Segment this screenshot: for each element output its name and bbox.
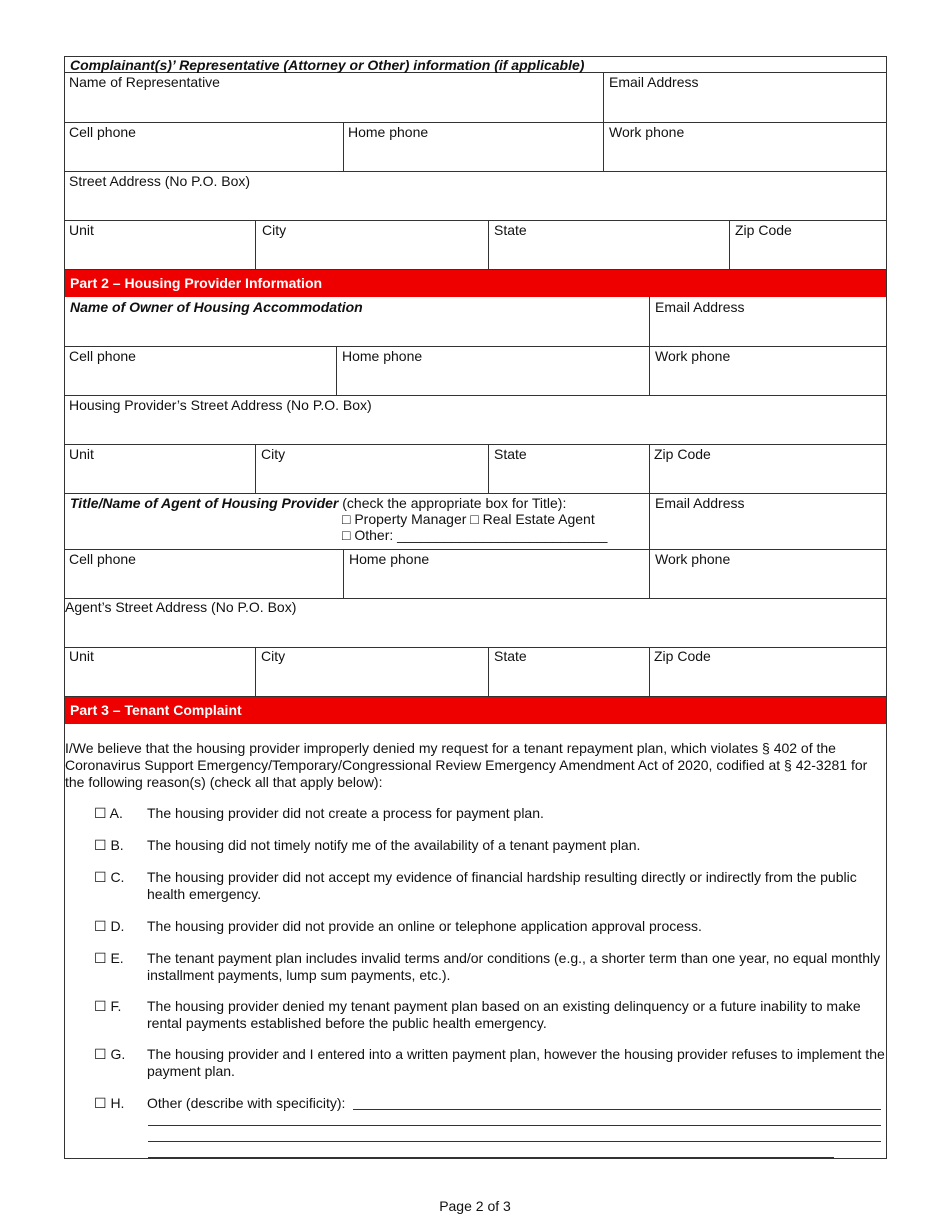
- divider: [649, 549, 650, 598]
- divider: [336, 346, 337, 396]
- checkbox-g[interactable]: ☐ G.: [94, 1046, 126, 1062]
- representative-home-label[interactable]: Home phone: [348, 124, 429, 140]
- agent-title-label[interactable]: [70, 495, 566, 511]
- representative-zip-label[interactable]: Zip Code: [735, 222, 792, 238]
- option-h-text: Other (describe with specificity):: [147, 1095, 346, 1111]
- agent-home-label[interactable]: Home phone: [349, 551, 430, 567]
- agent-work-label[interactable]: Work phone: [655, 551, 731, 567]
- representative-email-label[interactable]: Email Address: [609, 74, 699, 90]
- other-description-line[interactable]: [353, 1109, 881, 1110]
- owner-cell-label[interactable]: Cell phone: [69, 348, 136, 364]
- divider: [255, 220, 256, 270]
- agent-street-label[interactable]: Agent’s Street Address (No P.O. Box): [65, 599, 297, 615]
- agent-other-field[interactable]: □ Other: ___________________________: [342, 527, 608, 543]
- owner-unit-label[interactable]: Unit: [69, 446, 94, 462]
- owner-home-label[interactable]: Home phone: [342, 348, 423, 364]
- checkbox-h[interactable]: ☐ H.: [94, 1095, 125, 1111]
- option-e-text: The tenant payment plan includes invalid terms and/or conditions (e.g., a shorter term than one year, no equal monthly installment payments, lump sum payments, etc.).: [147, 950, 881, 983]
- checkbox-d[interactable]: ☐ D.: [94, 918, 125, 934]
- checkbox-e[interactable]: ☐ E.: [94, 950, 124, 966]
- owner-name-label[interactable]: Name of Owner of Housing Accommodation: [70, 299, 363, 315]
- divider: [488, 220, 489, 270]
- divider: [64, 220, 887, 221]
- agent-title-heading: Title/Name of Agent of Housing Provider: [70, 495, 339, 511]
- other-description-line[interactable]: [148, 1141, 881, 1142]
- divider: [649, 444, 650, 549]
- part3-header: Part 3 – Tenant Complaint: [65, 697, 887, 724]
- divider: [343, 549, 344, 598]
- representative-name-label[interactable]: Name of Representative: [69, 74, 220, 90]
- agent-zip-label[interactable]: Zip Code: [654, 648, 711, 664]
- owner-state-label[interactable]: State: [494, 446, 527, 462]
- representative-unit-label[interactable]: Unit: [69, 222, 94, 238]
- agent-email-label[interactable]: Email Address: [655, 495, 745, 511]
- representative-cell-label[interactable]: Cell phone: [69, 124, 136, 140]
- option-g-text: The housing provider and I entered into a written payment plan, however the housing provider refuses to implement the payment plan.: [147, 1046, 885, 1079]
- divider: [488, 444, 489, 494]
- divider: [64, 444, 887, 445]
- owner-street-label[interactable]: Housing Provider’s Street Address (No P.O. Box): [69, 397, 372, 413]
- page-number: Page 2 of 3: [439, 1198, 511, 1214]
- agent-state-label[interactable]: State: [494, 648, 527, 664]
- owner-city-label[interactable]: City: [261, 446, 286, 462]
- divider: [64, 549, 887, 550]
- representative-state-label[interactable]: State: [494, 222, 527, 238]
- divider: [343, 122, 344, 172]
- option-d-text: The housing provider did not provide an online or telephone application approval process.: [147, 918, 702, 934]
- checkbox-c[interactable]: ☐ C.: [94, 869, 125, 885]
- representative-street-label[interactable]: Street Address (No P.O. Box): [69, 173, 251, 189]
- checkbox-f[interactable]: ☐ F.: [94, 998, 122, 1014]
- representative-header: Complainant(s)’ Representative (Attorney or Other) information (if applicable): [70, 57, 585, 73]
- complaint-intro: I/We believe that the housing provider improperly denied my request for a tenant repayment plan, which violates § 402 of the Coronavirus Support Emergency/Temporary/Congressional Review Emergency Amendment Act of 2020, codified at § 42-3281 for the following reason(s) (check all that apply below):: [65, 740, 868, 790]
- divider: [64, 493, 887, 494]
- owner-zip-label[interactable]: Zip Code: [654, 446, 711, 462]
- representative-city-label[interactable]: City: [262, 222, 287, 238]
- option-c-text: The housing provider did not accept my evidence of financial hardship resulting directly or indirectly from the public health emergency.: [147, 869, 857, 902]
- option-b-text: The housing did not timely notify me of the availability of a tenant payment plan.: [147, 837, 641, 853]
- agent-unit-label[interactable]: Unit: [69, 648, 94, 664]
- representative-work-label[interactable]: Work phone: [609, 124, 685, 140]
- agent-title-checkboxes[interactable]: □ Property Manager □ Real Estate Agent: [342, 511, 595, 527]
- divider: [488, 647, 489, 697]
- divider: [255, 444, 256, 494]
- divider: [649, 647, 650, 697]
- divider: [255, 647, 256, 697]
- agent-cell-label[interactable]: Cell phone: [69, 551, 136, 567]
- checkbox-a[interactable]: ☐ A.: [94, 805, 123, 821]
- agent-city-label[interactable]: City: [261, 648, 286, 664]
- divider: [729, 220, 730, 270]
- divider: [64, 647, 887, 648]
- divider: [64, 395, 887, 396]
- option-a-text: The housing provider did not create a process for payment plan.: [147, 805, 544, 821]
- other-description-line[interactable]: [148, 1157, 834, 1158]
- checkbox-b[interactable]: ☐ B.: [94, 837, 124, 853]
- divider: [64, 346, 887, 347]
- divider: [64, 122, 887, 123]
- housing-provider-section: [64, 269, 887, 697]
- owner-email-label[interactable]: Email Address: [655, 299, 745, 315]
- agent-title-note: (check the appropriate box for Title):: [338, 495, 567, 511]
- divider: [64, 171, 887, 172]
- option-f-text: The housing provider denied my tenant payment plan based on an existing delinquency or a future inability to make rental payments established before the public health emergency.: [147, 998, 861, 1031]
- other-description-line[interactable]: [148, 1125, 881, 1126]
- part2-header: Part 2 – Housing Provider Information: [65, 270, 887, 297]
- owner-work-label[interactable]: Work phone: [655, 348, 731, 364]
